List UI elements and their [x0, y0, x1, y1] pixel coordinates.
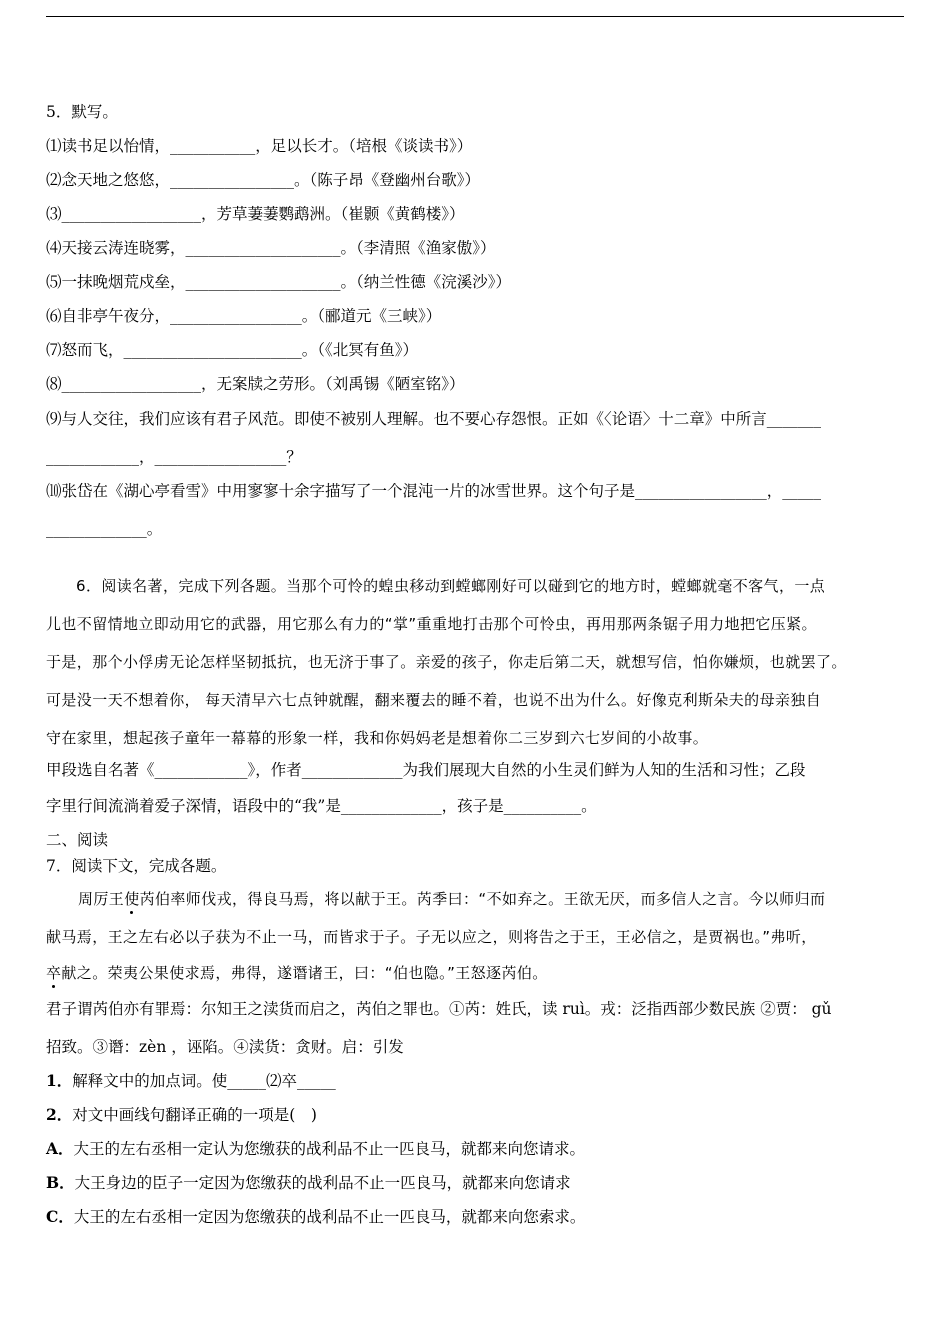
q5-item-10-cont: _____________。: [46, 520, 163, 538]
q5-item-6: ⑹自非亭午夜分，_________________。（郦道元《三峡》）: [46, 307, 442, 325]
q5-title: 5．默写。: [46, 103, 118, 121]
q5-item-9: ⑼与人交往，我们应该有君子风范。即使不被别人理解。也不要心存怨恨。正如《〈论语〉十二章》中所言_______: [46, 410, 822, 428]
sub-question-text: 解释文中的加点词。使_____⑵卒_____: [72, 1072, 336, 1090]
dotted-word-shi: 使: [124, 890, 140, 908]
option-letter: C．: [46, 1207, 74, 1226]
q5-item-7: ⑺怒而飞，_______________________。（《北冥有鱼》）: [46, 341, 419, 359]
q7-title: 7．阅读下文，完成各题。: [46, 857, 227, 875]
q5-item-9-cont: ____________，_________________？: [46, 448, 302, 466]
passage-text: 献之。荣夷公果使求焉，弗得，遂谮诸王，曰：“伯也隐。”王怒逐芮伯。: [61, 964, 548, 982]
option-b: [46, 1172, 571, 1194]
q6-passage-line-1: 6．阅读名著，完成下列各题。当那个可怜的蝗虫移动到螳螂刚好可以碰到它的地方时，螳螂就毫不客气，一点: [76, 577, 826, 595]
q7-notes-line-2: 招致。③谮：zèn ，诬陷。④渎货：贪财。启：引发: [46, 1038, 404, 1056]
option-c: [46, 1206, 585, 1228]
q5-item-3: ⑶__________________，芳草萋萋鹦鹉洲。（崔颢《黄鹤楼》）: [46, 205, 465, 223]
sub-question-number: 2．: [46, 1105, 73, 1124]
q5-item-8: ⑻__________________，无案牍之劳形。（刘禹锡《陋室铭》）: [46, 375, 465, 393]
q6-question-line-1: 甲段选自名著《____________》，作者_____________为我们展现大自然的小生灵们鲜为人知的生活和习性；乙段: [46, 761, 806, 779]
passage-text: 芮伯率师伐戎，得良马焉，将以献于王。芮季曰：“不如弃之。王欲无厌，而多信人之言。今以师归而: [139, 890, 826, 908]
sub-question-2: [46, 1104, 317, 1126]
q5-item-5: ⑸一抹晚烟荒戍垒，____________________。（纳兰性德《浣溪沙》）: [46, 273, 512, 291]
header-rule: [46, 16, 904, 17]
q7-passage-line-1: [78, 888, 825, 910]
q6-passage-line-2: 儿也不留情地立即动用它的武器，用它那么有力的“掌”重重地打击那个可怜虫，再用那两条锯子用力地把它压紧。: [46, 615, 817, 633]
option-a: [46, 1138, 585, 1160]
q6-passage-line-3: 于是，那个小俘虏无论怎样坚韧抵抗，也无济于事了。亲爱的孩子，你走后第二天，就想写信，怕你嫌烦，也就罢了。: [46, 653, 847, 671]
q5-item-4: ⑷天接云涛连晓雾，____________________。（李清照《渔家傲》）: [46, 239, 496, 257]
sub-question-text: 对文中画线句翻译正确的一项是( ): [72, 1106, 317, 1124]
q7-passage-line-3: [46, 962, 548, 984]
q7-passage-line-2: 献马焉，王之左右必以子获为不止一马，而皆求于子。子无以应之，则将告之于王，王必信之，是贾祸也。”弗听，: [46, 928, 817, 946]
q7-notes-line-1: 君子谓芮伯亦有罪焉：尔知王之渎货而启之，芮伯之罪也。①芮：姓氏，读 ruì。戎：泛指西部少数民族 ②贾： gǔ: [46, 1000, 832, 1018]
option-text: 大王身边的臣子一定因为您缴获的战利品不止一匹良马，就都来向您请求: [74, 1174, 571, 1192]
option-letter: B．: [46, 1173, 75, 1192]
section-heading: 二、阅读: [46, 831, 109, 849]
q5-item-10: ⑽张岱在《湖心亭看雪》中用寥寥十余字描写了一个混沌一片的冰雪世界。这个句子是_________________，_____: [46, 482, 822, 500]
q6-passage-line-5: 守在家里，想起孩子童年一幕幕的形象一样，我和你妈妈老是想着你二三岁到六七岁间的小故事。: [46, 729, 709, 747]
q5-item-1: ⑴读书足以怡情，___________，足以长才。（培根《谈读书》）: [46, 137, 473, 155]
passage-text: 周厉王: [78, 890, 125, 908]
q5-item-2: ⑵念天地之悠悠，________________。（陈子昂《登幽州台歌》）: [46, 171, 481, 189]
q6-passage-line-4: 可是没一天不想着你， 每天清早六七点钟就醒，翻来覆去的睡不着，也说不出为什么。好像克利斯朵夫的母亲独自: [46, 691, 822, 709]
sub-question-1: [46, 1070, 336, 1092]
option-text: 大王的左右丞相一定因为您缴获的战利品不止一匹良马，就都来向您索求。: [73, 1208, 586, 1226]
option-letter: A．: [46, 1139, 74, 1158]
q6-question-line-2: 字里行间流淌着爱子深情，语段中的“我”是_____________，孩子是__________。: [46, 797, 597, 815]
sub-question-number: 1．: [46, 1071, 73, 1090]
dotted-word-zu: 卒: [46, 964, 62, 982]
option-text: 大王的左右丞相一定认为您缴获的战利品不止一匹良马，就都来向您请求。: [73, 1140, 586, 1158]
